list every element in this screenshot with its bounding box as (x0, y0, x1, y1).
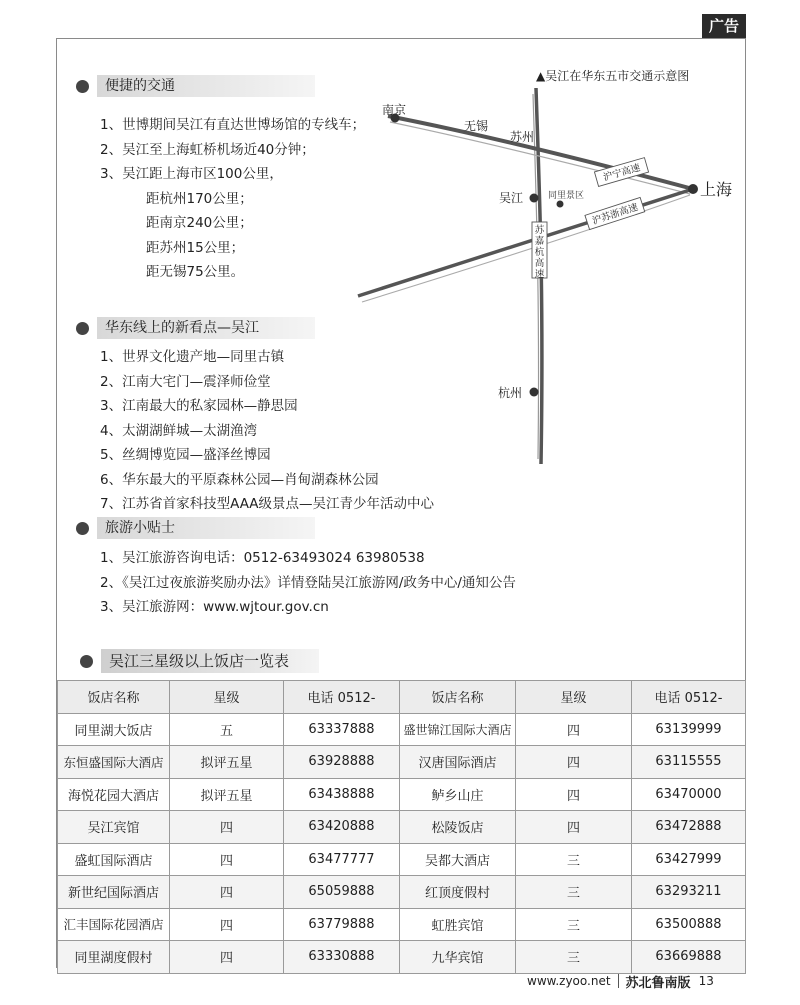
table-cell: 63420888 (284, 811, 400, 844)
table-cell: 四 (516, 811, 632, 844)
column-header: 饭店名称 (400, 681, 516, 714)
bullet-dot-icon (76, 522, 89, 535)
table-cell: 鲈乡山庄 (400, 778, 516, 811)
section-header-transport (76, 75, 315, 97)
section-header-tips (76, 517, 315, 539)
road-label-husuzhe-group (585, 197, 645, 229)
city-label-nanjing: 南京 (382, 103, 407, 117)
section-title-tips: 旅游小贴士 (97, 517, 315, 539)
map-caption: ▲吴江在华东五市交通示意图 (536, 69, 690, 83)
highlight-line: 1、世界文化遗产地—同里古镇 (100, 349, 285, 365)
city-dot-tongli (557, 201, 564, 208)
table-cell: 松陵饭店 (400, 811, 516, 844)
road-label-sujiahang-char: 苏 (534, 225, 545, 236)
column-header: 星级 (170, 681, 284, 714)
table-cell: 拟评五星 (170, 778, 284, 811)
table-cell: 四 (516, 746, 632, 779)
table-cell: 65059888 (284, 876, 400, 909)
table-cell: 四 (170, 843, 284, 876)
table-cell: 63669888 (632, 941, 746, 974)
bullet-dot-icon (80, 655, 93, 668)
hotel-table-header (80, 649, 319, 673)
page-number: 13 (698, 974, 714, 988)
table-cell: 四 (516, 778, 632, 811)
transport-map (350, 64, 745, 464)
bullet-dot-icon (76, 322, 89, 335)
table-cell: 63928888 (284, 746, 400, 779)
highlight-line: 5、丝绸博览园—盛泽丝博园 (100, 447, 271, 463)
transport-line: 距无锡75公里。 (146, 264, 245, 280)
city-label-suzhou: 苏州 (510, 130, 535, 144)
table-cell: 63438888 (284, 778, 400, 811)
column-header: 电话 0512- (632, 681, 746, 714)
table-cell: 63337888 (284, 713, 400, 746)
table-cell: 虹胜宾馆 (400, 908, 516, 941)
table-cell: 九华宾馆 (400, 941, 516, 974)
table-cell: 63500888 (632, 908, 746, 941)
transport-line: 距南京240公里； (146, 215, 253, 231)
table-cell: 东恒盛国际大酒店 (58, 746, 170, 779)
table-row (58, 811, 746, 844)
section-title-transport: 便捷的交通 (97, 75, 315, 97)
table-row (58, 778, 746, 811)
column-header: 电话 0512- (284, 681, 400, 714)
table-cell: 红顶度假村 (400, 876, 516, 909)
footer-url: www.zyoo.net (527, 974, 611, 988)
footer-edition: 苏北鲁南版 (625, 975, 691, 991)
table-cell: 同里湖大饭店 (58, 713, 170, 746)
transport-line: 距苏州15公里； (146, 239, 245, 256)
tips-list (100, 546, 516, 620)
section-title-highlights: 华东线上的新看点—吴江 (97, 317, 315, 339)
bullet-dot-icon (76, 80, 89, 93)
road-label-sujiahang-char: 嘉 (534, 236, 545, 247)
table-row (58, 908, 746, 941)
city-dot-shanghai (688, 184, 698, 194)
highlight-line: 4、太湖湖鲜城—太湖渔湾 (100, 422, 258, 439)
city-dot-wujiang (530, 194, 539, 203)
table-cell: 同里湖度假村 (58, 941, 170, 974)
table-cell: 新世纪国际酒店 (58, 876, 170, 909)
table-cell: 63293211 (632, 876, 746, 909)
table-cell: 63779888 (284, 908, 400, 941)
transport-line: 2、吴江至上海虹桥机场近40分钟； (100, 141, 315, 158)
table-cell: 63477777 (284, 843, 400, 876)
table-cell: 四 (170, 941, 284, 974)
tip-line: 1、吴江旅游咨询电话：0512-63493024 63980538 (100, 550, 425, 566)
table-cell: 吴江宾馆 (58, 811, 170, 844)
ad-label: 广告 (702, 14, 746, 38)
table-cell: 三 (516, 843, 632, 876)
tip-line: 3、吴江旅游网：www.wjtour.gov.cn (100, 599, 329, 615)
city-label-shanghai: 上海 (700, 180, 733, 199)
table-row (58, 843, 746, 876)
city-label-wuxi: 无锡 (464, 119, 489, 133)
table-cell: 盛世锦江国际大酒店 (400, 713, 516, 746)
road-label-husuzhe: 沪苏浙高速 (590, 201, 640, 228)
city-label-tongli: 同里景区 (548, 191, 585, 201)
road-label-sujiahang-group (532, 222, 547, 280)
road-label-huning-group (594, 158, 648, 187)
table-cell: 三 (516, 941, 632, 974)
road-label-sujiahang-char: 杭 (534, 247, 545, 258)
transport-line: 3、吴江距上海市区100公里， (100, 166, 283, 182)
city-label-hangzhou: 杭州 (498, 386, 523, 400)
city-label-wujiang: 吴江 (499, 191, 524, 205)
table-cell: 拟评五星 (170, 746, 284, 779)
table-row (58, 941, 746, 974)
table-row (58, 746, 746, 779)
table-cell: 四 (170, 876, 284, 909)
city-dot-hangzhou (530, 388, 539, 397)
hotel-table (57, 680, 746, 974)
table-cell: 四 (170, 908, 284, 941)
transport-line: 距杭州170公里； (146, 190, 253, 207)
table-cell: 汉唐国际酒店 (400, 746, 516, 779)
table-header-row (58, 681, 746, 714)
table-cell: 63115555 (632, 746, 746, 779)
table-cell: 63427999 (632, 843, 746, 876)
table-cell: 63139999 (632, 713, 746, 746)
section-header-highlights (76, 317, 315, 339)
highlight-line: 2、江南大宅门—震泽师俭堂 (100, 373, 271, 390)
road-label-sujiahang-char: 速 (534, 269, 545, 280)
table-cell: 盛虹国际酒店 (58, 843, 170, 876)
table-cell: 汇丰国际花园酒店 (58, 908, 170, 941)
table-row (58, 713, 746, 746)
column-header: 饭店名称 (58, 681, 170, 714)
table-cell: 五 (170, 713, 284, 746)
table-cell: 四 (516, 713, 632, 746)
road-label-sujiahang-char: 高 (534, 258, 545, 269)
table-cell: 63472888 (632, 811, 746, 844)
transport-line: 1、世博期间吴江有直达世博场馆的专线车； (100, 117, 366, 133)
transport-list (100, 113, 365, 285)
table-row (58, 876, 746, 909)
tip-line: 2、《吴江过夜旅游奖励办法》详情登陆吴江旅游网/政务中心/通知公告 (100, 574, 516, 591)
page-footer (527, 972, 714, 990)
hotel-table-title: 吴江三星级以上饭店一览表 (101, 649, 319, 673)
table-cell: 三 (516, 876, 632, 909)
table-cell: 63470000 (632, 778, 746, 811)
table-cell: 海悦花园大酒店 (58, 778, 170, 811)
table-cell: 63330888 (284, 941, 400, 974)
footer-divider (618, 974, 619, 988)
highlight-line: 6、华东最大的平原森林公园—肖甸湖森林公园 (100, 471, 379, 488)
table-cell: 四 (170, 811, 284, 844)
table-cell: 吴都大酒店 (400, 843, 516, 876)
highlight-line: 3、江南最大的私家园林—静思园 (100, 398, 298, 414)
highlight-line: 7、江苏省首家科技型AAA级景点—吴江青少年活动中心 (100, 496, 435, 512)
road-label-huning: 沪宁高速 (601, 162, 642, 184)
table-cell: 三 (516, 908, 632, 941)
column-header: 星级 (516, 681, 632, 714)
